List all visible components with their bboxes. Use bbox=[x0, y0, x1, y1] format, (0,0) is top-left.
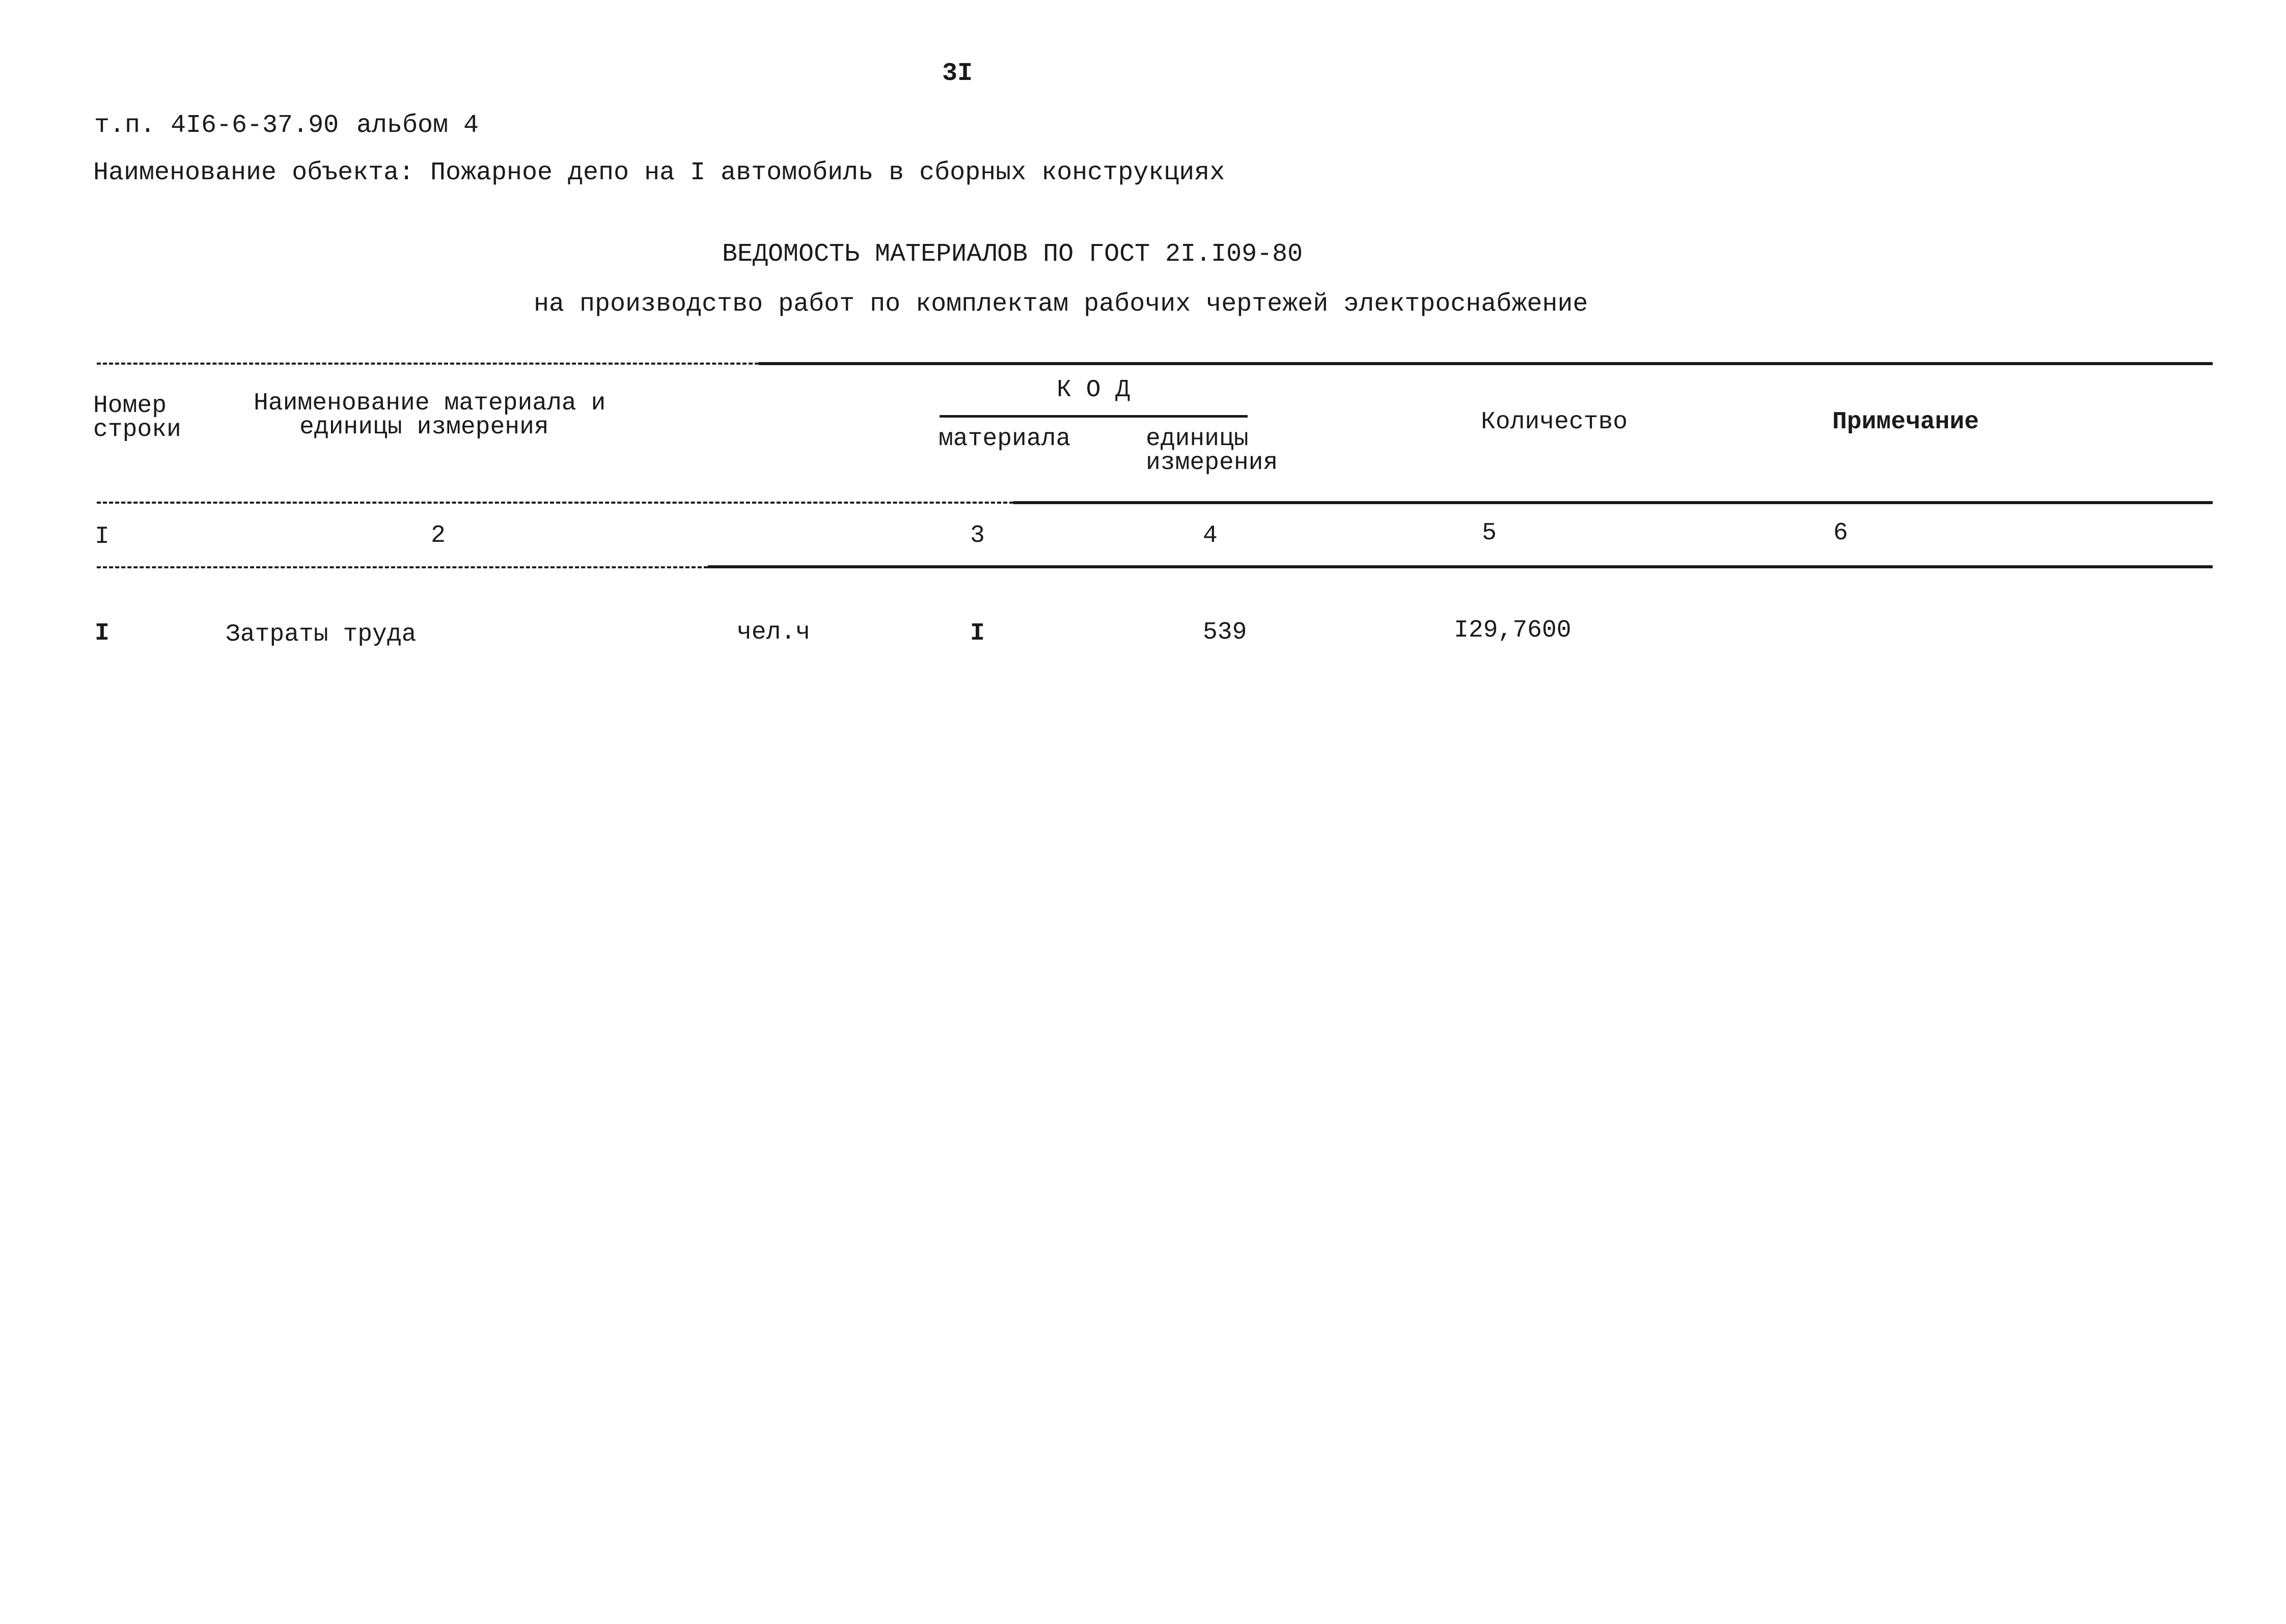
column-number: 4 bbox=[1203, 522, 1218, 549]
table-top-rule-dashed bbox=[97, 363, 759, 365]
column-number: 2 bbox=[431, 522, 446, 549]
table-top-rule bbox=[759, 362, 2213, 365]
header-material-unit: единицы измерения bbox=[299, 414, 549, 441]
header-note: Примечание bbox=[1832, 408, 1979, 436]
cell-unit-code: 539 bbox=[1203, 619, 1247, 646]
cell-row-number: I bbox=[95, 620, 109, 647]
column-numbers-rule-dashed bbox=[97, 566, 708, 568]
column-number: I bbox=[95, 523, 109, 550]
album-label: альбом 4 bbox=[356, 111, 479, 140]
cell-quantity: I29,7600 bbox=[1454, 617, 1572, 644]
header-code-unit: единицы bbox=[1146, 425, 1249, 453]
object-label: Наименование объекта: bbox=[93, 158, 415, 187]
column-number: 3 bbox=[970, 522, 985, 549]
project-reference: т.п. 4I6-6-37.90 bbox=[94, 111, 339, 140]
column-number: 5 bbox=[1482, 519, 1497, 547]
header-code-material: материала bbox=[939, 425, 1071, 453]
object-name: Пожарное депо на I автомобиль в сборных конструкциях bbox=[430, 158, 1225, 187]
header-bottom-rule bbox=[1013, 501, 2213, 504]
page-number: 3I bbox=[942, 59, 973, 88]
document-title: ВЕДОМОСТЬ МАТЕРИАЛОВ ПО ГОСТ 2I.I09-80 bbox=[722, 240, 1303, 269]
header-row-number: Номер bbox=[93, 392, 167, 420]
header-code: К О Д bbox=[1057, 376, 1131, 404]
cell-unit: чел.ч bbox=[737, 619, 811, 646]
header-code-unit: измерения bbox=[1146, 449, 1278, 477]
cell-material-code: I bbox=[970, 620, 985, 647]
column-number: 6 bbox=[1833, 519, 1848, 547]
cell-material-name: Затраты труда bbox=[226, 621, 417, 648]
code-header-underline bbox=[940, 415, 1248, 418]
column-numbers-rule bbox=[708, 565, 2213, 568]
header-quantity: Количество bbox=[1481, 408, 1628, 436]
header-bottom-rule-dashed bbox=[97, 502, 1013, 504]
header-row-number: строки bbox=[93, 416, 181, 444]
header-material-name: Наименование материала и bbox=[254, 390, 606, 417]
document-subtitle: на производство работ по комплектам рабочих чертежей электроснабжение bbox=[534, 290, 1588, 319]
